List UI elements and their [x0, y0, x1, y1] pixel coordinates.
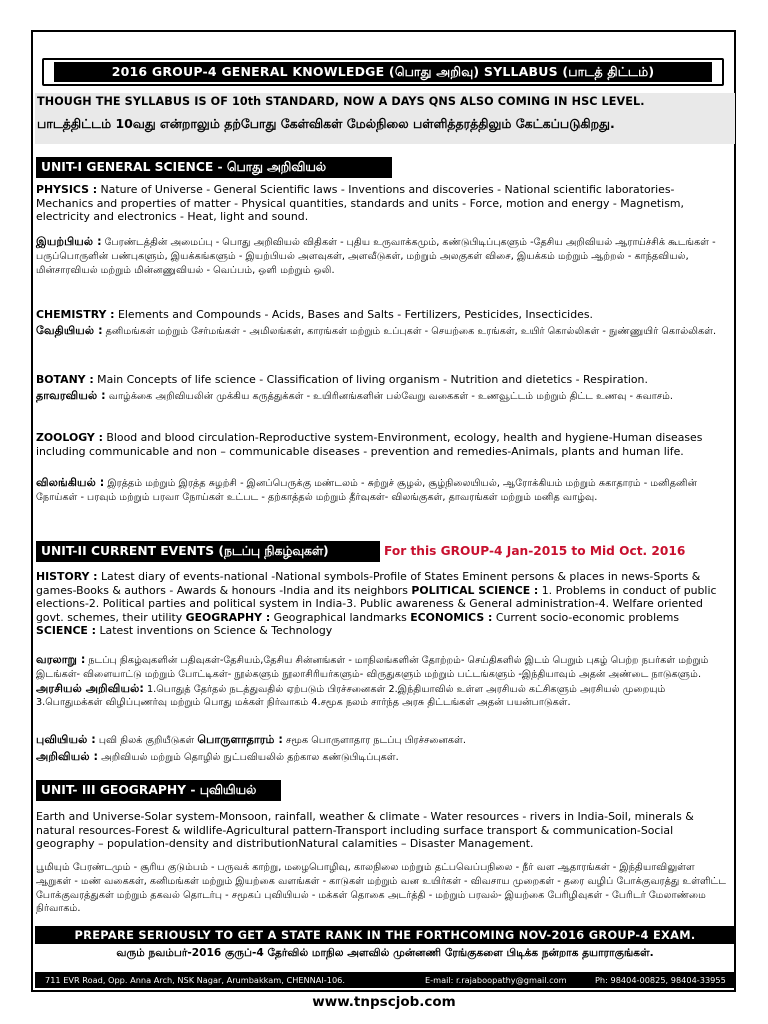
- physics-section: [36, 183, 732, 224]
- unit2-heading: UNIT-II CURRENT EVENTS (நடப்பு நிகழ்வுகள்): [36, 541, 380, 562]
- chemistry-tamil-text: தனிமங்கள் மற்றும் சேர்மங்கள் - அமிலங்கள், காரங்கள் மற்றும் உப்புகள் - செயற்கை உரங்கள், உயிர் கொல்லிகள் - நுண்ணுயிர் கொல்லிகள்.: [102, 326, 717, 337]
- history-tamil-text: நடப்பு நிகழ்வுகளின் பதிவுகள்-தேசியம்,தேசிய சின்னங்கள் - மாநிலங்களின் தோற்றம்- செய்திகளில் இடம் பெறும் புகழ் பெற்ற நபர்கள் மற்றும் இடங்கள்- விளையாட்டு மற்றும் போட்டிகள்- நூல்களும் நூலாசிரியர்களும்- விருதுகளும் மற்றும் பட்டங்களும் -இந்தியாவும் அதன் அண்டை நாடுகளும்.: [36, 655, 709, 680]
- science-tamil-line: [36, 750, 732, 765]
- economics-text: Current socio-economic problems: [492, 610, 680, 624]
- physics-tamil-section: [36, 235, 732, 277]
- science-tamil-label: அறிவியல் :: [36, 750, 99, 763]
- economics-label: ECONOMICS :: [410, 610, 493, 624]
- geo-econ-tamil-line: [36, 733, 732, 748]
- political-science-tamil-label: அரசியல் அறிவியல்:: [36, 681, 144, 695]
- email-text: E-mail: r.rajaboopathy@gmail.com: [425, 975, 567, 985]
- botany-tamil-text: வாழ்க்கை அறிவியலின் முக்கிய கருத்துக்கள் - உயிரினங்களின் பல்வேறு வகைகள் - உணவூட்டம் மற்றும் திட்ட உணவு - சுவாசம்.: [105, 391, 674, 402]
- chemistry-tamil-label: வேதியியல் :: [36, 324, 103, 337]
- botany-tamil-label: தாவரவியல் :: [36, 389, 106, 402]
- history-label: HISTORY :: [36, 570, 98, 583]
- geography-tamil-section: பூமியும் பேரண்டமும் - சூரிய குடும்பம் - பருவக் காற்று, மழைபொழிவு, காலநிலை மற்றும் தட்பவெப்பநிலை - நீர் வள ஆதாரங்கள் - இந்தியாவிலுள்ள ஆறுகள் - மண் வகைகள், கனிமங்கள் மற்றும் இயற்கை வளங்கள் - காடுகள் மற்றும் வன உயிர்கள் - விவசாய முறைகள் - தரை வழிப் போக்குவரத்து உள்ளிட்ட போக்குவரத்துகள் மற்றும் தகவல் தொடர்பு - சமூகப் புவியியல் - மக்கள் தொகை அடர்த்தி - மற்றும் பரவல்- இயற்கை பேரிழிவுகள் - பேரிடர் மேலாண்மை நிர்வாகம்.: [36, 862, 727, 915]
- zoology-label: ZOOLOGY :: [36, 431, 103, 444]
- geography-text: Geographical landmarks: [270, 610, 411, 624]
- address-text: 711 EVR Road, Opp. Anna Arch, NSK Nagar, Arumbakkam, CHENNAI-106.: [45, 975, 345, 985]
- phone-text: Ph: 98404-00825, 98404-33955: [595, 975, 726, 985]
- syllabus-title-banner: [42, 58, 724, 86]
- chemistry-label: CHEMISTRY :: [36, 308, 115, 321]
- science-tamil-text: அறிவியல் மற்றும் தொழில் நுட்பவியலில் தற்கால கண்டுபிடிப்புகள்.: [98, 752, 399, 763]
- botany-text: Main Concepts of life science - Classification of living organism - Nutrition and dietetics - Respiration.: [93, 373, 648, 386]
- geography-label: GEOGRAPHY :: [185, 610, 271, 624]
- prepare-banner: PREPARE SERIOUSLY TO GET A STATE RANK IN THE FORTHCOMING NOV-2016 GROUP-4 EXAM.: [35, 926, 735, 944]
- economics-tamil-label: பொருளாதாரம் :: [197, 733, 283, 746]
- history-tamil-label: வரலாறு :: [36, 653, 86, 666]
- physics-text: Nature of Universe - General Scientific laws - Inventions and discoveries - National scientific laboratories- Mechanics and properties of matter - Physical quantities, standards and units - Force, motion and energy - Magnetism, electricity and electronics - Heat, light and sound.: [36, 183, 684, 224]
- political-science-text: 1. Problems in conduct of public elections-2. Political parties and political system in India-3. Public awareness & General administration-4. Welfare oriented govt. schemes, their utility: [36, 583, 717, 624]
- current-events-section: [36, 570, 732, 638]
- unit2-period-note: For this GROUP-4 Jan-2015 to Mid Oct. 2016: [384, 544, 686, 558]
- physics-tamil-label: இயற்பியல் :: [36, 235, 102, 248]
- physics-label: PHYSICS :: [36, 183, 98, 196]
- botany-section: [36, 373, 732, 387]
- botany-tamil-section: [36, 389, 732, 404]
- page-title: 2016 GROUP-4 GENERAL KNOWLEDGE (பொது அறிவு) SYLLABUS (பாடத் திட்டம்): [54, 62, 712, 82]
- physics-tamil-text: பேரண்டத்தின் அமைப்பு - பொது அறிவியல் விதிகள் - புதிய உருவாக்கமும், கண்டுபிடிப்புகளும் -தேசிய அறிவியல் ஆராய்ச்சிக் கூடங்கள் - பருப்பொருளின் பண்புகளும், இயக்கங்களும் - இயற்பியல் அளவுகள், அளவீடுகள், மற்றும் அலகுகள் விசை, இயக்கம் மற்றும் ஆற்றல் - காந்தவியல், மின்சாரவியல் மற்றும் மின்னணுவியல் - வெப்பம், ஒளி மற்றும் ஒலி.: [36, 237, 716, 276]
- zoology-text: Blood and blood circulation-Reproductive system-Environment, ecology, health and hygiene-Human diseases including communicable and non – communicable diseases - prevention and remedies-Animals, plants and human life.: [36, 431, 703, 458]
- chemistry-section: [36, 308, 732, 322]
- website-link[interactable]: www.tnpscjob.com: [312, 994, 456, 1010]
- level-note-tamil: பாடத்திட்டம் 10வது என்றாலும் தற்போது கேள்விகள் மேல்நிலை பள்ளித்தரத்திலும் கேட்கப்படுகிறது.: [37, 116, 615, 131]
- level-note-english: THOUGH THE SYLLABUS IS OF 10th STANDARD, NOW A DAYS QNS ALSO COMING IN HSC LEVEL.: [37, 95, 645, 108]
- zoology-tamil-label: விலங்கியல் :: [36, 476, 105, 489]
- political-science-label: POLITICAL SCIENCE :: [411, 583, 539, 597]
- chemistry-text: Elements and Compounds - Acids, Bases and Salts - Fertilizers, Pesticides, Insecticides.: [114, 308, 593, 321]
- science-text: Latest inventions on Science & Technology: [96, 624, 333, 638]
- botany-label: BOTANY :: [36, 373, 94, 386]
- history-text: Latest diary of events-national -National symbols-Profile of States Eminent persons & places in news-Sports & games-Books & authors - Awards & honours -India and its neighbors: [36, 570, 701, 597]
- current-events-tamil-section: [36, 653, 732, 710]
- prepare-banner-tamil: வரும் நவம்பர்-2016 குருப்-4 தேர்வில் மாநில அளவில் முன்னணி ரேங்குகளை பிடிக்க நன்றாக தயாராகுங்கள்.: [116, 947, 654, 959]
- economics-tamil-text: சமூக பொருளாதார நடப்பு பிரச்சனைகள்.: [282, 735, 466, 746]
- chemistry-tamil-section: [36, 324, 732, 339]
- unit1-heading: UNIT-I GENERAL SCIENCE - பொது அறிவியல்: [36, 157, 392, 178]
- unit3-heading: UNIT- III GEOGRAPHY - புவியியல்: [36, 780, 281, 801]
- science-label: SCIENCE :: [36, 624, 97, 638]
- political-science-tamil-text: 1.பொதுத் தேர்தல் நடத்துவதில் ஏற்படும் பிரச்சனைகள் 2.இந்தியாவில் உள்ள அரசியல் கட்சிகளும் அரசியல் முறையும் 3.பொதுமக்கள் விழிப்புணர்வு மற்றும் பொது மக்கள் நிர்வாகம் 4.சமூக நலம் சார்ந்த அரசு திட்டங்கள் அதன் பயன்பாடுகள்.: [36, 683, 666, 709]
- zoology-tamil-text: இரத்தம் மற்றும் இரத்த சுழற்சி - இனப்பெருக்கு மண்டலம் - சுற்றுச் சூழல், சூழ்நிலையியல், ஆரோக்கியம் மற்றும் சுகாதாரம் - மனிதனின் நோய்கள் - பரவும் மற்றும் பரவா நோய்கள் உட்பட - தற்காத்தல் மற்றும் தீர்வுகள்- விலங்குகள், தாவரங்கள் மற்றும் மனித வாழ்வு.: [36, 478, 698, 503]
- geography-tamil-label: புவியியல் :: [36, 733, 96, 746]
- contact-bar: [35, 972, 735, 988]
- geography-english-section: Earth and Universe-Solar system-Monsoon, rainfall, weather & climate - Water resources - rivers in India-Soil, minerals & natural resources-Forest & wildlife-Agricultural pattern-Transport including surface transport & communication-Social geography – population-density and distributionNatural calamities – Disaster Management.: [36, 810, 694, 851]
- zoology-tamil-section: [36, 476, 732, 505]
- geography-tamil-text: புவி நிலக் குறியீடுகள்: [95, 735, 198, 746]
- zoology-section: [36, 431, 732, 458]
